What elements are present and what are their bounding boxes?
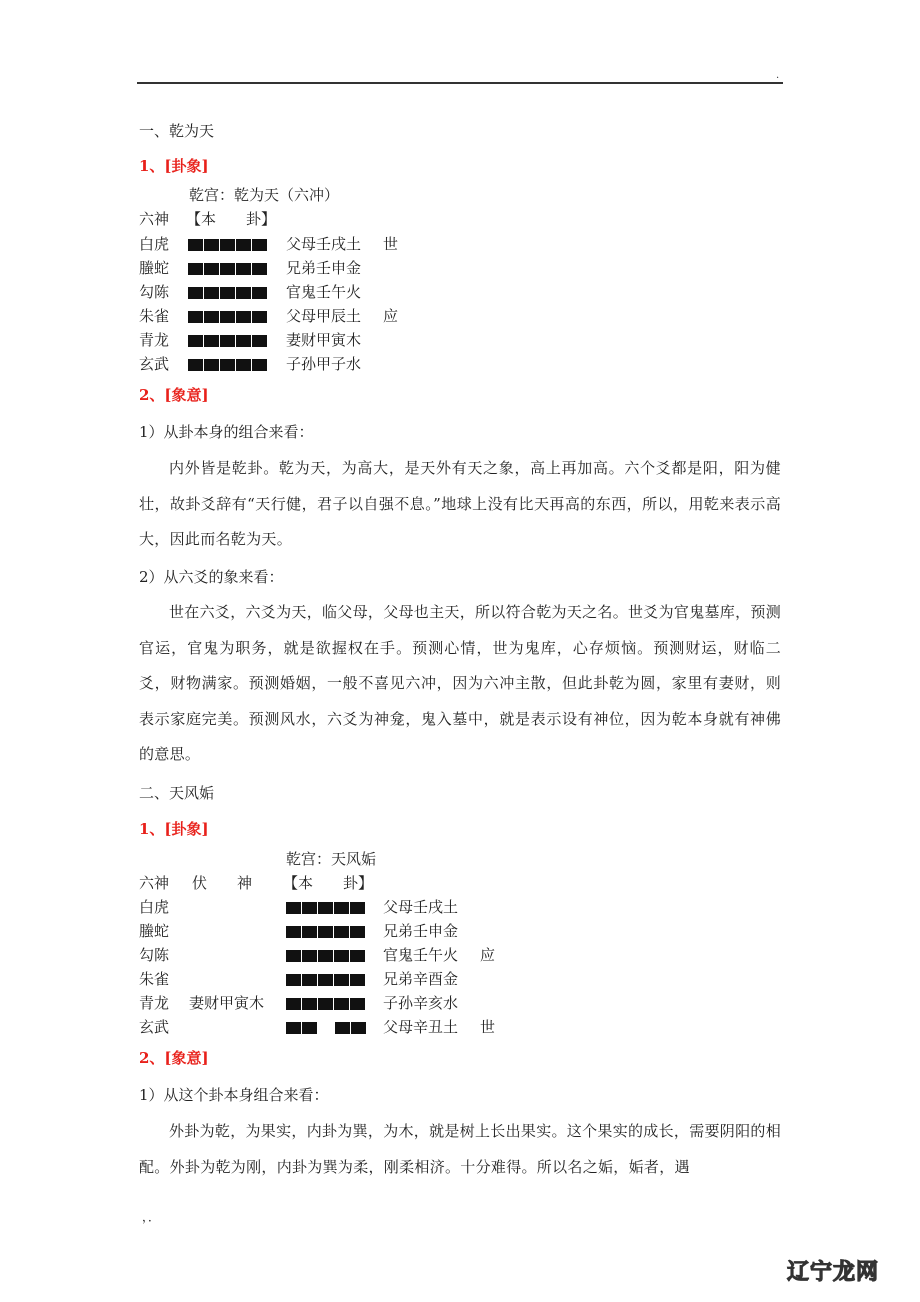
yang-line: [188, 263, 267, 275]
section-2-subheading-1: 1）从这个卦本身组合来看：: [139, 1086, 329, 1104]
yao-text: 兄弟壬申金: [286, 259, 362, 277]
section-1-xiangyi-heading: 2、[象意]: [139, 386, 209, 404]
shi-ying-mark: 应: [383, 307, 399, 325]
section-1-title: 一、乾为天: [139, 122, 215, 140]
section-2-palace: 乾宫：天风姤: [286, 850, 377, 868]
yao-text: 父母壬戌土: [383, 898, 459, 916]
yao-text: 官鬼壬午火: [383, 946, 459, 964]
yang-line: [286, 998, 365, 1010]
yin-line: [286, 1022, 366, 1034]
yao-text: 子孙辛亥水: [383, 994, 459, 1012]
yang-line: [188, 359, 267, 371]
section-2-col-liushen: 六神: [139, 874, 170, 892]
section-2-paragraph-1: 外卦为乾，为果实，内卦为巽，为木，就是树上长出果实。这个果实的成长，需要阴阳的相配。外卦为乾为刚，内卦为巽为柔，刚柔相济。十分难得。所以名之姤，姤者，遇: [139, 1122, 782, 1176]
liushen-label: 青龙: [139, 994, 170, 1012]
liushen-label: 螣蛇: [139, 259, 170, 277]
section-2-col-bengua: 【本 卦】: [283, 874, 374, 892]
liushen-label: 白虎: [139, 235, 170, 253]
liushen-label: 玄武: [139, 355, 170, 373]
section-1-col-liushen: 六神: [139, 210, 170, 228]
section-1-subheading-1: 1）从卦本身的组合来看：: [139, 423, 314, 441]
yang-line: [188, 287, 267, 299]
liushen-label: 朱雀: [139, 307, 170, 325]
yang-line: [286, 926, 365, 938]
fushen-text: 妻财甲寅木: [189, 994, 265, 1012]
section-1-palace: 乾宫：乾为天（六冲）: [189, 186, 340, 204]
yao-text: 父母辛丑土: [383, 1018, 459, 1036]
section-1-col-bengua: 【本 卦】: [186, 210, 277, 228]
yao-text: 兄弟壬申金: [383, 922, 459, 940]
yao-text: 父母壬戌土: [286, 235, 362, 253]
footer-marks: ，．: [142, 1210, 161, 1224]
liushen-label: 勾陈: [139, 946, 170, 964]
yang-line: [286, 902, 365, 914]
liushen-label: 朱雀: [139, 970, 170, 988]
section-2-xiangyi-heading: 2、[象意]: [139, 1049, 209, 1067]
section-2-col-fushen: 伏 神: [192, 874, 253, 892]
section-2-guaxiang-heading: 1、[卦象]: [139, 820, 209, 838]
yao-text: 官鬼壬午火: [286, 283, 362, 301]
liushen-label: 勾陈: [139, 283, 170, 301]
section-1-paragraph-1: 内外皆是乾卦。乾为天，为高大，是天外有天之象，高上再加高。六个爻都是阳，阳为健壮，故卦爻辞有“天行健，君子以自强不息。”地球上没有比天再高的东西，所以，用乾来表示高大，因此而名乾为天。: [139, 459, 781, 548]
shi-ying-mark: 应: [480, 946, 496, 964]
yang-line: [188, 311, 267, 323]
yang-line: [286, 950, 365, 962]
header-corner-mark: .: [776, 70, 780, 81]
yao-text: 父母甲辰土: [286, 307, 362, 325]
yang-line: [286, 974, 365, 986]
yang-line: [188, 335, 267, 347]
watermark-part-1: 辽宁: [787, 1260, 834, 1285]
section-1-guaxiang-heading: 1、[卦象]: [139, 157, 209, 175]
section-1-paragraph-2: 世在六爻，六爻为天，临父母，父母也主天，所以符合乾为天之名。世爻为官鬼墓库，预测官运，官鬼为职务，就是欲握权在手。预测心情，世为鬼库，心存烦恼。预测财运，财临二爻，财物满家。预测婚姻，一般不喜见六冲，因为六冲主散，但此卦乾为圆，家里有妻财，则表示家庭完美。预测风水，六爻为神龛，鬼入墓中，就是表示设有神位，因为乾本身就有神佛的意思。: [139, 603, 782, 763]
header-rule: [137, 82, 783, 84]
watermark-logo: [787, 1255, 879, 1286]
liushen-label: 玄武: [139, 1018, 170, 1036]
liushen-label: 白虎: [139, 898, 170, 916]
yao-text: 妻财甲寅木: [286, 331, 362, 349]
yang-line: [188, 239, 267, 251]
section-2-title: 二、天风姤: [139, 784, 215, 802]
section-1-subheading-2: 2）从六爻的象来看：: [139, 568, 284, 586]
shi-ying-mark: 世: [383, 235, 399, 253]
liushen-label: 螣蛇: [139, 922, 170, 940]
watermark-part-2: 龙网: [833, 1260, 880, 1285]
shi-ying-mark: 世: [480, 1018, 496, 1036]
yao-text: 子孙甲子水: [286, 355, 362, 373]
liushen-label: 青龙: [139, 331, 170, 349]
yao-text: 兄弟辛酉金: [383, 970, 459, 988]
